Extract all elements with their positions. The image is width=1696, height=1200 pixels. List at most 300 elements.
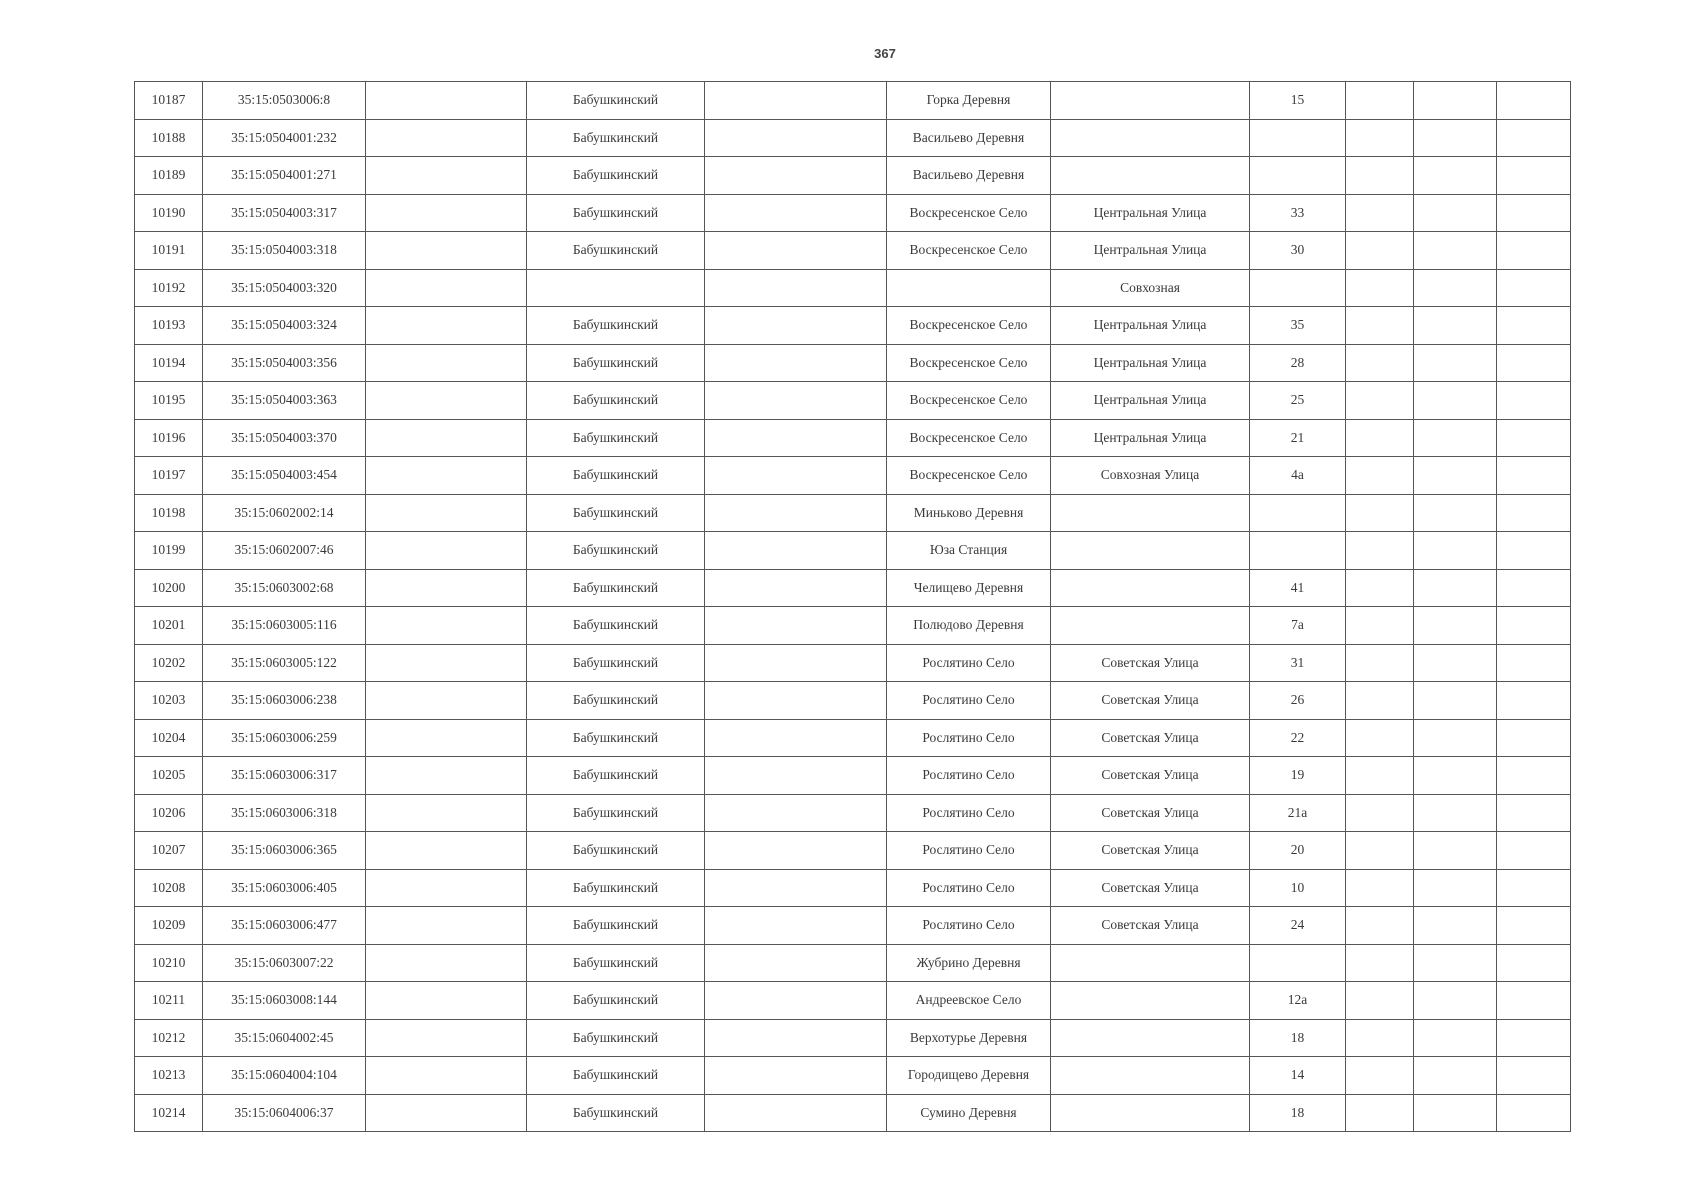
street-cell: Советская Улица: [1051, 907, 1250, 945]
locality-cell: Жубрино Деревня: [887, 944, 1051, 982]
locality-cell: Верхотурье Деревня: [887, 1019, 1051, 1057]
house-number-cell: 28: [1250, 344, 1346, 382]
record-number-cell: 10190: [135, 194, 203, 232]
record-number-cell: 10206: [135, 794, 203, 832]
house-number-cell: 10: [1250, 869, 1346, 907]
empty-cell: [1414, 719, 1497, 757]
locality-cell: Юза Станция: [887, 532, 1051, 570]
table-row: [135, 532, 1571, 570]
empty-cell: [366, 719, 527, 757]
empty-cell: [1497, 494, 1571, 532]
district-cell: Бабушкинский: [527, 869, 705, 907]
empty-cell: [366, 382, 527, 420]
empty-cell: [366, 494, 527, 532]
empty-cell: [1414, 757, 1497, 795]
empty-cell: [1346, 157, 1414, 195]
cadastral-number-cell: 35:15:0603007:22: [203, 944, 366, 982]
cadastral-number-cell: 35:15:0603006:259: [203, 719, 366, 757]
empty-cell: [1497, 607, 1571, 645]
empty-cell: [366, 757, 527, 795]
empty-cell: [366, 1057, 527, 1095]
locality-cell: Горка Деревня: [887, 82, 1051, 120]
district-cell: Бабушкинский: [527, 982, 705, 1020]
street-cell: Центральная Улица: [1051, 307, 1250, 345]
empty-cell: [366, 832, 527, 870]
house-number-cell: 18: [1250, 1094, 1346, 1132]
empty-cell: [366, 1094, 527, 1132]
empty-cell: [1346, 457, 1414, 495]
record-number-cell: 10201: [135, 607, 203, 645]
empty-cell: [1414, 682, 1497, 720]
street-cell: Советская Улица: [1051, 644, 1250, 682]
cadastral-number-cell: 35:15:0603006:365: [203, 832, 366, 870]
district-cell: Бабушкинский: [527, 1094, 705, 1132]
house-number-cell: 4а: [1250, 457, 1346, 495]
empty-cell: [705, 532, 887, 570]
district-cell: Бабушкинский: [527, 119, 705, 157]
street-cell: [1051, 1094, 1250, 1132]
house-number-cell: [1250, 494, 1346, 532]
empty-cell: [1497, 832, 1571, 870]
empty-cell: [366, 944, 527, 982]
table-row: [135, 1057, 1571, 1095]
street-cell: [1051, 157, 1250, 195]
empty-cell: [1414, 269, 1497, 307]
cadastral-number-cell: 35:15:0504003:454: [203, 457, 366, 495]
house-number-cell: 21: [1250, 419, 1346, 457]
record-number-cell: 10191: [135, 232, 203, 270]
empty-cell: [366, 1019, 527, 1057]
street-cell: Центральная Улица: [1051, 419, 1250, 457]
empty-cell: [1346, 982, 1414, 1020]
empty-cell: [366, 307, 527, 345]
empty-cell: [1346, 607, 1414, 645]
empty-cell: [705, 119, 887, 157]
cadastral-number-cell: 35:15:0603002:68: [203, 569, 366, 607]
cadastral-number-cell: 35:15:0504001:271: [203, 157, 366, 195]
locality-cell: Рослятино Село: [887, 682, 1051, 720]
empty-cell: [1414, 907, 1497, 945]
empty-cell: [705, 1094, 887, 1132]
empty-cell: [1346, 944, 1414, 982]
cadastral-number-cell: 35:15:0503006:8: [203, 82, 366, 120]
empty-cell: [1497, 307, 1571, 345]
locality-cell: Воскресенское Село: [887, 194, 1051, 232]
empty-cell: [1346, 1057, 1414, 1095]
empty-cell: [705, 494, 887, 532]
table-row: [135, 194, 1571, 232]
empty-cell: [1497, 82, 1571, 120]
street-cell: [1051, 1019, 1250, 1057]
house-number-cell: 30: [1250, 232, 1346, 270]
house-number-cell: 35: [1250, 307, 1346, 345]
locality-cell: Воскресенское Село: [887, 457, 1051, 495]
record-number-cell: 10200: [135, 569, 203, 607]
cadastral-number-cell: 35:15:0604006:37: [203, 1094, 366, 1132]
table-row: [135, 382, 1571, 420]
record-number-cell: 10192: [135, 269, 203, 307]
house-number-cell: [1250, 157, 1346, 195]
empty-cell: [366, 457, 527, 495]
district-cell: Бабушкинский: [527, 419, 705, 457]
empty-cell: [1414, 832, 1497, 870]
house-number-cell: 41: [1250, 569, 1346, 607]
record-number-cell: 10189: [135, 157, 203, 195]
record-number-cell: 10202: [135, 644, 203, 682]
street-cell: Советская Улица: [1051, 682, 1250, 720]
empty-cell: [705, 1019, 887, 1057]
locality-cell: Рослятино Село: [887, 757, 1051, 795]
locality-cell: Воскресенское Село: [887, 344, 1051, 382]
empty-cell: [366, 794, 527, 832]
cadastral-number-cell: 35:15:0504003:370: [203, 419, 366, 457]
empty-cell: [366, 607, 527, 645]
cadastral-number-cell: 35:15:0603006:318: [203, 794, 366, 832]
empty-cell: [1346, 419, 1414, 457]
locality-cell: Васильево Деревня: [887, 157, 1051, 195]
district-cell: Бабушкинский: [527, 457, 705, 495]
locality-cell: Воскресенское Село: [887, 419, 1051, 457]
empty-cell: [1497, 1094, 1571, 1132]
empty-cell: [366, 907, 527, 945]
empty-cell: [1414, 232, 1497, 270]
table-row: [135, 607, 1571, 645]
cadastral-number-cell: 35:15:0603006:405: [203, 869, 366, 907]
house-number-cell: 18: [1250, 1019, 1346, 1057]
empty-cell: [1497, 382, 1571, 420]
empty-cell: [705, 794, 887, 832]
street-cell: [1051, 1057, 1250, 1095]
table-row: [135, 157, 1571, 195]
empty-cell: [1346, 382, 1414, 420]
empty-cell: [1414, 494, 1497, 532]
empty-cell: [705, 382, 887, 420]
cadastral-number-cell: 35:15:0602002:14: [203, 494, 366, 532]
locality-cell: Воскресенское Село: [887, 232, 1051, 270]
registry-body: [135, 82, 1571, 1132]
empty-cell: [1414, 344, 1497, 382]
house-number-cell: 20: [1250, 832, 1346, 870]
locality-cell: [887, 269, 1051, 307]
empty-cell: [705, 419, 887, 457]
empty-cell: [1346, 794, 1414, 832]
record-number-cell: 10203: [135, 682, 203, 720]
record-number-cell: 10193: [135, 307, 203, 345]
street-cell: [1051, 569, 1250, 607]
street-cell: [1051, 532, 1250, 570]
cadastral-number-cell: 35:15:0504003:356: [203, 344, 366, 382]
empty-cell: [1497, 457, 1571, 495]
empty-cell: [1414, 307, 1497, 345]
house-number-cell: 19: [1250, 757, 1346, 795]
empty-cell: [1346, 194, 1414, 232]
district-cell: Бабушкинский: [527, 682, 705, 720]
empty-cell: [366, 269, 527, 307]
record-number-cell: 10208: [135, 869, 203, 907]
house-number-cell: 12а: [1250, 982, 1346, 1020]
empty-cell: [705, 569, 887, 607]
empty-cell: [705, 832, 887, 870]
district-cell: Бабушкинский: [527, 832, 705, 870]
empty-cell: [705, 869, 887, 907]
table-row: [135, 869, 1571, 907]
empty-cell: [1414, 457, 1497, 495]
street-cell: Советская Улица: [1051, 757, 1250, 795]
street-cell: Центральная Улица: [1051, 344, 1250, 382]
district-cell: Бабушкинский: [527, 157, 705, 195]
empty-cell: [1414, 194, 1497, 232]
cadastral-number-cell: 35:15:0504001:232: [203, 119, 366, 157]
street-cell: [1051, 494, 1250, 532]
empty-cell: [1497, 719, 1571, 757]
street-cell: Советская Улица: [1051, 794, 1250, 832]
cadastral-number-cell: 35:15:0504003:363: [203, 382, 366, 420]
empty-cell: [1497, 982, 1571, 1020]
empty-cell: [1497, 907, 1571, 945]
locality-cell: Челищево Деревня: [887, 569, 1051, 607]
locality-cell: Рослятино Село: [887, 719, 1051, 757]
record-number-cell: 10213: [135, 1057, 203, 1095]
street-cell: [1051, 82, 1250, 120]
record-number-cell: 10204: [135, 719, 203, 757]
empty-cell: [366, 644, 527, 682]
table-row: [135, 232, 1571, 270]
empty-cell: [1414, 794, 1497, 832]
table-row: [135, 457, 1571, 495]
empty-cell: [1497, 682, 1571, 720]
cadastral-number-cell: 35:15:0604002:45: [203, 1019, 366, 1057]
empty-cell: [366, 569, 527, 607]
locality-cell: Васильево Деревня: [887, 119, 1051, 157]
empty-cell: [705, 944, 887, 982]
table-row: [135, 119, 1571, 157]
table-row: [135, 82, 1571, 120]
house-number-cell: 24: [1250, 907, 1346, 945]
locality-cell: Миньково Деревня: [887, 494, 1051, 532]
empty-cell: [1497, 757, 1571, 795]
empty-cell: [1414, 1057, 1497, 1095]
empty-cell: [705, 719, 887, 757]
empty-cell: [705, 307, 887, 345]
table-row: [135, 682, 1571, 720]
empty-cell: [366, 157, 527, 195]
district-cell: Бабушкинский: [527, 794, 705, 832]
empty-cell: [1497, 1019, 1571, 1057]
locality-cell: Рослятино Село: [887, 832, 1051, 870]
locality-cell: Рослятино Село: [887, 907, 1051, 945]
cadastral-number-cell: 35:15:0603006:477: [203, 907, 366, 945]
house-number-cell: [1250, 532, 1346, 570]
empty-cell: [1497, 269, 1571, 307]
house-number-cell: [1250, 944, 1346, 982]
district-cell: Бабушкинский: [527, 82, 705, 120]
record-number-cell: 10196: [135, 419, 203, 457]
registry-table: [134, 81, 1571, 1132]
cadastral-number-cell: 35:15:0604004:104: [203, 1057, 366, 1095]
empty-cell: [705, 757, 887, 795]
empty-cell: [1414, 419, 1497, 457]
locality-cell: Андреевское Село: [887, 982, 1051, 1020]
empty-cell: [705, 194, 887, 232]
cadastral-number-cell: 35:15:0504003:320: [203, 269, 366, 307]
empty-cell: [1414, 157, 1497, 195]
house-number-cell: 31: [1250, 644, 1346, 682]
record-number-cell: 10194: [135, 344, 203, 382]
empty-cell: [705, 607, 887, 645]
district-cell: Бабушкинский: [527, 719, 705, 757]
record-number-cell: 10212: [135, 1019, 203, 1057]
locality-cell: Городищево Деревня: [887, 1057, 1051, 1095]
empty-cell: [1414, 1019, 1497, 1057]
empty-cell: [1346, 832, 1414, 870]
table-row: [135, 757, 1571, 795]
empty-cell: [1346, 307, 1414, 345]
street-cell: [1051, 119, 1250, 157]
empty-cell: [1346, 869, 1414, 907]
cadastral-number-cell: 35:15:0504003:317: [203, 194, 366, 232]
district-cell: Бабушкинский: [527, 344, 705, 382]
cadastral-number-cell: 35:15:0603006:238: [203, 682, 366, 720]
empty-cell: [1497, 532, 1571, 570]
street-cell: [1051, 944, 1250, 982]
empty-cell: [1346, 644, 1414, 682]
table-row: [135, 307, 1571, 345]
district-cell: Бабушкинский: [527, 569, 705, 607]
district-cell: Бабушкинский: [527, 907, 705, 945]
cadastral-number-cell: 35:15:0603005:122: [203, 644, 366, 682]
locality-cell: Воскресенское Село: [887, 382, 1051, 420]
locality-cell: Воскресенское Село: [887, 307, 1051, 345]
cadastral-number-cell: 35:15:0603005:116: [203, 607, 366, 645]
empty-cell: [1346, 232, 1414, 270]
table-row: [135, 494, 1571, 532]
empty-cell: [1497, 869, 1571, 907]
street-cell: [1051, 607, 1250, 645]
street-cell: Советская Улица: [1051, 832, 1250, 870]
empty-cell: [1414, 644, 1497, 682]
empty-cell: [366, 869, 527, 907]
empty-cell: [1497, 194, 1571, 232]
locality-cell: Рослятино Село: [887, 794, 1051, 832]
table-row: [135, 419, 1571, 457]
street-cell: Центральная Улица: [1051, 382, 1250, 420]
empty-cell: [1346, 494, 1414, 532]
cadastral-number-cell: 35:15:0603006:317: [203, 757, 366, 795]
empty-cell: [705, 457, 887, 495]
district-cell: Бабушкинский: [527, 382, 705, 420]
empty-cell: [1497, 157, 1571, 195]
empty-cell: [1497, 569, 1571, 607]
empty-cell: [1346, 1094, 1414, 1132]
table-row: [135, 569, 1571, 607]
empty-cell: [705, 682, 887, 720]
house-number-cell: 25: [1250, 382, 1346, 420]
house-number-cell: 26: [1250, 682, 1346, 720]
house-number-cell: 7а: [1250, 607, 1346, 645]
empty-cell: [1414, 382, 1497, 420]
locality-cell: Сумино Деревня: [887, 1094, 1051, 1132]
cadastral-number-cell: 35:15:0602007:46: [203, 532, 366, 570]
empty-cell: [1414, 1094, 1497, 1132]
street-cell: Центральная Улица: [1051, 232, 1250, 270]
empty-cell: [1414, 944, 1497, 982]
street-cell: Совхозная Улица: [1051, 457, 1250, 495]
house-number-cell: 22: [1250, 719, 1346, 757]
district-cell: Бабушкинский: [527, 307, 705, 345]
empty-cell: [705, 982, 887, 1020]
house-number-cell: 15: [1250, 82, 1346, 120]
empty-cell: [366, 82, 527, 120]
empty-cell: [1346, 757, 1414, 795]
record-number-cell: 10207: [135, 832, 203, 870]
empty-cell: [366, 194, 527, 232]
district-cell: Бабушкинский: [527, 1057, 705, 1095]
street-cell: Центральная Улица: [1051, 194, 1250, 232]
empty-cell: [366, 344, 527, 382]
empty-cell: [1346, 344, 1414, 382]
record-number-cell: 10187: [135, 82, 203, 120]
house-number-cell: 21а: [1250, 794, 1346, 832]
cadastral-number-cell: 35:15:0603008:144: [203, 982, 366, 1020]
empty-cell: [1497, 119, 1571, 157]
house-number-cell: 33: [1250, 194, 1346, 232]
district-cell: [527, 269, 705, 307]
district-cell: Бабушкинский: [527, 944, 705, 982]
empty-cell: [705, 232, 887, 270]
record-number-cell: 10205: [135, 757, 203, 795]
record-number-cell: 10197: [135, 457, 203, 495]
empty-cell: [1346, 532, 1414, 570]
empty-cell: [1497, 644, 1571, 682]
table-row: [135, 719, 1571, 757]
empty-cell: [705, 157, 887, 195]
empty-cell: [1346, 682, 1414, 720]
empty-cell: [1497, 1057, 1571, 1095]
empty-cell: [1346, 119, 1414, 157]
empty-cell: [705, 644, 887, 682]
street-cell: Советская Улица: [1051, 869, 1250, 907]
empty-cell: [1414, 982, 1497, 1020]
page-number: 367: [874, 46, 896, 61]
table-row: [135, 794, 1571, 832]
empty-cell: [366, 982, 527, 1020]
district-cell: Бабушкинский: [527, 607, 705, 645]
district-cell: Бабушкинский: [527, 494, 705, 532]
cadastral-number-cell: 35:15:0504003:324: [203, 307, 366, 345]
empty-cell: [1346, 269, 1414, 307]
record-number-cell: 10195: [135, 382, 203, 420]
empty-cell: [1414, 569, 1497, 607]
empty-cell: [366, 419, 527, 457]
empty-cell: [1497, 419, 1571, 457]
street-cell: [1051, 982, 1250, 1020]
empty-cell: [1414, 532, 1497, 570]
table-row: [135, 644, 1571, 682]
record-number-cell: 10188: [135, 119, 203, 157]
empty-cell: [366, 232, 527, 270]
record-number-cell: 10211: [135, 982, 203, 1020]
district-cell: Бабушкинский: [527, 532, 705, 570]
house-number-cell: [1250, 119, 1346, 157]
empty-cell: [1346, 907, 1414, 945]
house-number-cell: [1250, 269, 1346, 307]
record-number-cell: 10214: [135, 1094, 203, 1132]
table-row: [135, 1019, 1571, 1057]
house-number-cell: 14: [1250, 1057, 1346, 1095]
cadastral-number-cell: 35:15:0504003:318: [203, 232, 366, 270]
table-row: [135, 907, 1571, 945]
empty-cell: [366, 119, 527, 157]
